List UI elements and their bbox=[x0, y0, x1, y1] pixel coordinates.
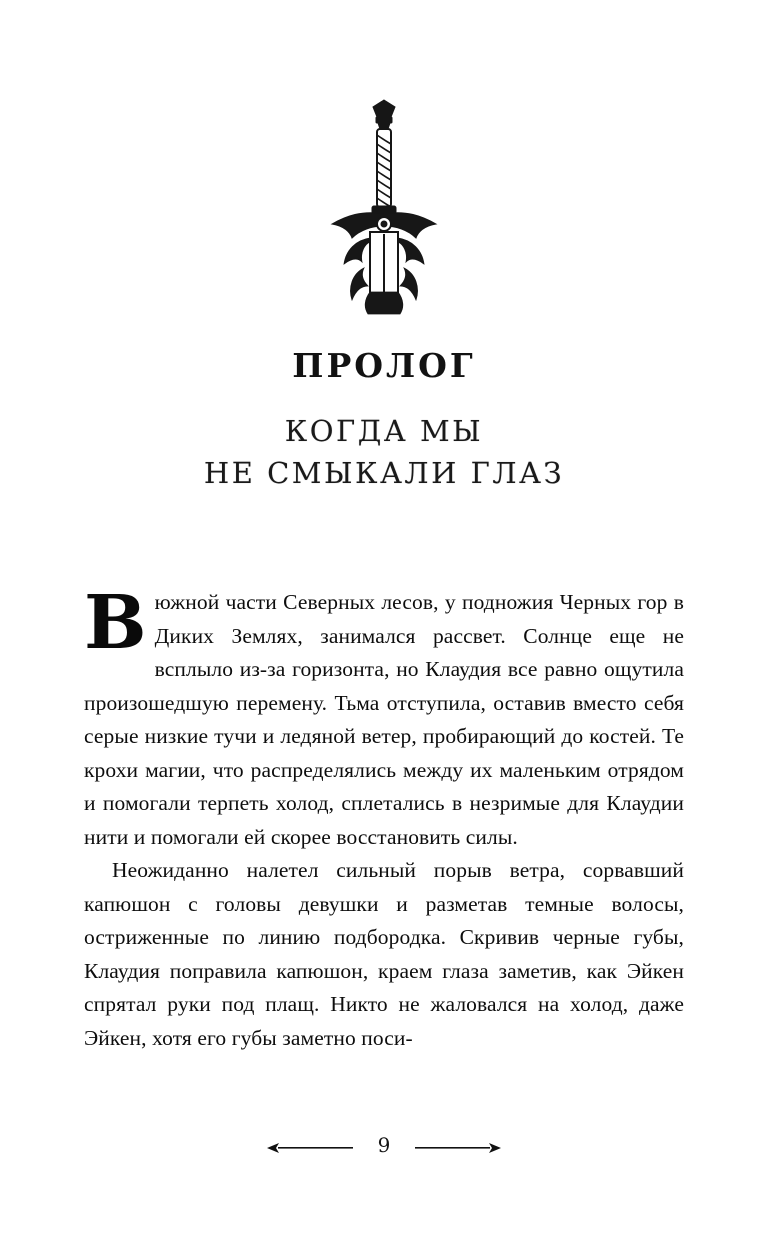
arrow-rule-right-icon bbox=[415, 1140, 501, 1150]
sword-ornament-icon bbox=[284, 0, 484, 332]
chapter-label: ПРОЛОГ bbox=[292, 346, 476, 385]
paragraph-2 bbox=[84, 854, 684, 1055]
page-number: 9 bbox=[377, 1133, 391, 1157]
chapter-title-line-1: КОГДА МЫ bbox=[284, 414, 484, 449]
paragraph-1-text: южной части Северных лесов, у подножия Черных гор в Диких Землях, занимался рассвет. Солнце еще не всплыло из-за горизонта, но Клаудия все равно ощутила произошедшую перемену. Тьма отступила, оставив вместо себя серые низкие тучи и ледяной ветер, пробирающий до костей. Те крохи магии, что распределялись между их маленьким отрядом и помогали терпеть холод, сплетались в незримые для Клаудии нити и помогали ей скорее восстановить силы. bbox=[84, 590, 684, 849]
page-title bbox=[84, 410, 684, 494]
paragraph-1 bbox=[84, 580, 684, 854]
drop-cap: В bbox=[84, 580, 147, 667]
body-text bbox=[84, 580, 684, 1055]
chapter-title-line-2: НЕ СМЫКАЛИ ГЛАЗ bbox=[203, 456, 565, 491]
arrow-rule-left-icon bbox=[267, 1140, 353, 1150]
paragraph-2-text: Неожиданно налетел сильный порыв ветра, сорвавший капюшон с головы девушки и разметав темные волосы, остриженные по линию подбородка. Скривив черные губы, Клаудия поправила капюшон, краем глаза заметив, как Эйкен спрятал руки под плащ. Никто не жаловался на холод, даже Эйкен, хотя его губы заметно поси- bbox=[84, 858, 684, 1050]
chapter-heading bbox=[84, 348, 684, 494]
page-footer bbox=[84, 1133, 684, 1157]
